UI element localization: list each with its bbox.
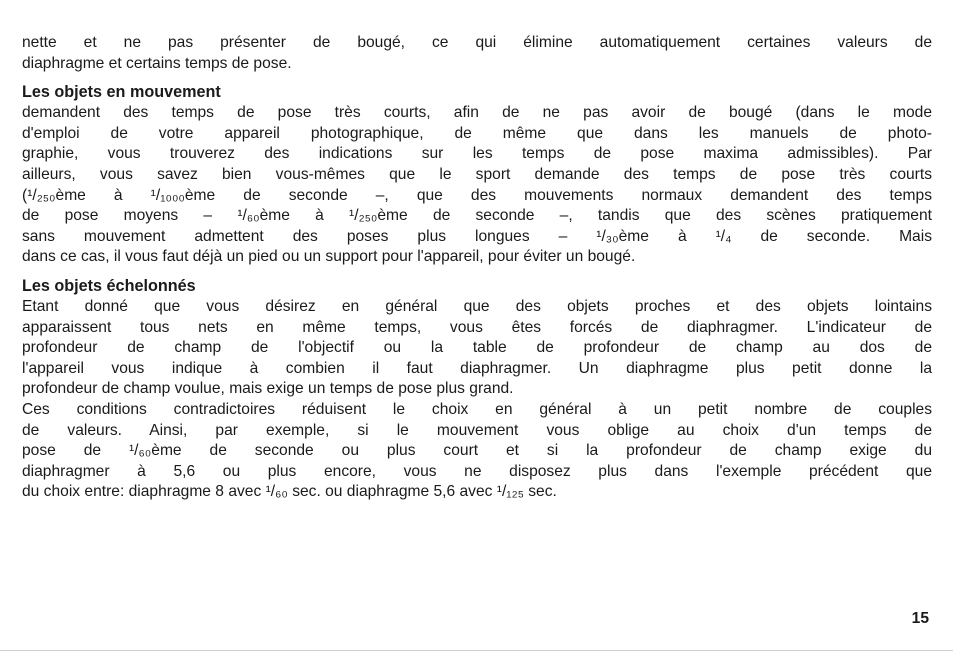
staggered-objects-paragraph: [22, 297, 932, 400]
text-line: profondeur de champ voulue, mais exige un temps de pose plus grand.: [22, 380, 514, 398]
section-heading-moving-objects: Les objets en mouvement: [22, 83, 221, 102]
text-line: apparaissent tous nets en même temps, vous êtes forcés de diaphragmer. L'indicateur de: [22, 318, 932, 336]
section-heading-staggered-objects: Les objets échelonnés: [22, 276, 196, 295]
text-line: de pose moyens – ¹/₆₀ème à ¹/₂₅₀ème de seconde –, tandis que des scènes pratiquement: [22, 207, 932, 225]
text-line: sans mouvement admettent des poses plus longues – ¹/₃₀ème à ¹/₄ de seconde. Mais: [22, 227, 932, 245]
text-line: pose de ¹/₆₀ème de seconde ou plus court et si la profondeur de champ exige du: [22, 442, 932, 460]
text-line: de valeurs. Ainsi, par exemple, si le mouvement vous oblige au choix d'un temps de: [22, 421, 932, 439]
moving-objects-paragraph: [22, 103, 932, 268]
text-line: Ces conditions contradictoires réduisent le choix en général à un petit nombre de couples: [22, 400, 932, 418]
text-line: profondeur de champ de l'objectif ou la table de profondeur de champ au dos de: [22, 339, 932, 357]
text-line: l'appareil vous indique à combien il faut diaphragmer. Un diaphragme plus petit donne la: [22, 359, 932, 377]
text-line: graphie, vous trouverez des indications sur les temps de pose maxima admissibles). Par: [22, 145, 932, 163]
page-number: 15: [911, 610, 929, 627]
text-line: d'emploi de votre appareil photographique, de même que dans les manuels de photo-: [22, 124, 932, 142]
text-line: du choix entre: diaphragme 8 avec ¹/₆₀ sec. ou diaphragme 5,6 avec ¹/₁₂₅ sec.: [22, 483, 557, 501]
text-line: diaphragmer à 5,6 ou plus encore, vous ne disposez plus dans l'exemple précédent que: [22, 462, 932, 480]
text-line: diaphragme et certains temps de pose.: [22, 54, 292, 72]
intro-paragraph: [22, 33, 932, 74]
staggered-objects-paragraph-2: [22, 400, 932, 503]
text-line: ailleurs, vous savez bien vous-mêmes que le sport demande des temps de pose très courts: [22, 165, 932, 183]
text-line: Etant donné que vous désirez en général que des objets proches et des objets lointains: [22, 297, 932, 315]
text-line: dans ce cas, il vous faut déjà un pied ou un support pour l'appareil, pour éviter un bougé.: [22, 248, 636, 266]
text-line: demandent des temps de pose très courts, afin de ne pas avoir de bougé (dans le mode: [22, 104, 932, 122]
text-line: (¹/₂₅₀ème à ¹/₁₀₀₀ème de seconde –, que des mouvements normaux demandent des temps: [22, 186, 932, 204]
text-line: nette et ne pas présenter de bougé, ce qui élimine automatiquement certaines valeurs de: [22, 34, 932, 51]
page-bottom-edge: [0, 650, 953, 651]
document-page: [22, 33, 932, 503]
